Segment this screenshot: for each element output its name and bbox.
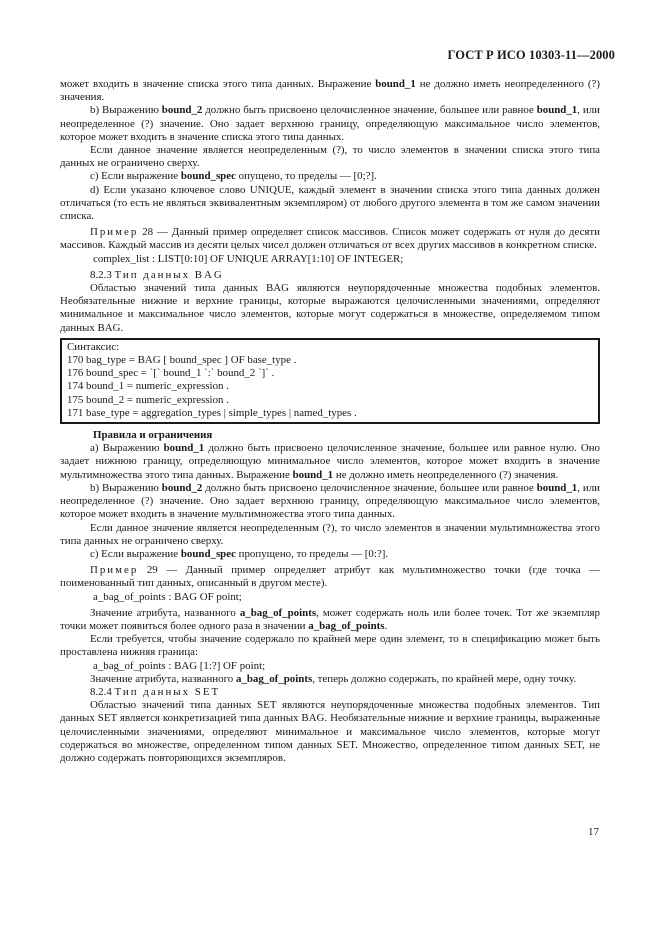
syntax-line: 175 bound_2 = numeric_expression . [67,393,229,406]
syntax-line: 174 bound_1 = numeric_expression . [67,380,229,393]
paragraph-set-definition: Областью значений типа данных SET являются неупорядоченные множества подобных элементов. Тип данных SET является конкретизацией типа данных BAG. Необязательные нижние и верхние границы, выраженные целочисленными значениями, определяют минимальное и максимальное число элементов, которые могут содержаться во множестве, определенном типом данных SET. Множество, определенное типом данных SET, не должно содержать повторяющихся экземпляров. [60,699,600,764]
rule-c-bound-spec: c) Если выражение bound_spec пропущено, то пределы — [0:?]. [90,547,389,560]
syntax-box [60,338,600,424]
syntax-title: Синтаксис: [67,340,120,353]
paragraph-bag-at-least-one: Значение атрибута, названного a_bag_of_points, теперь должно содержать, по крайней мере, одну точку. [90,672,577,685]
paragraph-bag-value: Значение атрибута, названного a_bag_of_points, может содержать ноль или более точек. Тот же экземпляр точки может появиться более одного раза в значении a_bag_of_points. [60,606,600,632]
code-bag-of-points: a_bag_of_points : BAG OF point; [93,590,242,603]
paragraph-list-bound-spec: c) Если выражение bound_spec опущено, то пределы — [0;?]. [90,170,377,183]
section-heading-bag: 8.2.3 Тип данных BAG [90,268,224,281]
syntax-line: 170 bag_type = BAG [ bound_spec ] OF base_type . [67,354,297,367]
syntax-line: 171 base_type = aggregation_types | simple_types | named_types . [67,406,357,419]
paragraph-lower-bound: Если требуется, чтобы значение содержало по крайней мере один элемент, то в спецификацию может быть проставлена нижняя граница: [60,633,600,659]
paragraph-list-bound2: b) Выражению bound_2 должно быть присвоено целочисленное значение, большее или равное bound_1, или неопределенное (?) значение. Оно задает верхнюю границу, определяющую максимальное число элементов, которое может входить в значение списка этого типа данных. [60,104,600,143]
paragraph-list-bound1-note: может входить в значение списка этого типа данных. Выражение bound_1 не должно иметь неопределенного (?) значения. [60,78,600,104]
rules-heading: Правила и ограничения [93,429,213,442]
code-bag-of-points-bounded: a_bag_of_points : BAG [1:?] OF point; [93,659,266,672]
document-header: ГОСТ Р ИСО 10303-11—2000 [447,48,615,62]
section-heading-set: 8.2.4 Тип данных SET [90,685,221,698]
code-complex-list: complex_list : LIST[0:10] OF UNIQUE ARRAY[1:10] OF INTEGER; [93,252,404,265]
rule-a-bound1: a) Выражению bound_1 должно быть присвоено целочисленное значение, большее или равное нулю. Оно задает нижнюю границу, определяющую минимальное число элементов, которое может входить в значение мультимножества этого типа данных. Выражение bound_1 не должно иметь неопределенного (?) значения. [60,442,600,481]
rule-b-unbounded: Если данное значение является неопределенным (?), то число элементов в значении мультимножества этого типа данных не ограничено сверху. [60,521,600,547]
syntax-line: 176 bound_spec = `[` bound_1 `:` bound_2 `]` . [67,367,275,380]
example-29: Пример 29 — Данный пример определяет атрибут как мультимножество точки (где точка — поименованный тип данных, описанный в другом месте). [60,564,600,590]
rule-b-bound2: b) Выражению bound_2 должно быть присвоено целочисленное значение, большее или равное bound_1, или неопределенное (?) значение. Оно задает верхнюю границу, определяющую максимальное число элементов, которое может входить в значение мультимножества этого типа данных. [60,481,600,521]
paragraph-bag-definition: Областью значений типа данных BAG являются неупорядоченные множества подобных элементов. Необязательные нижние и верхние границы, которые выражаются целочисленными значениями, определяют минимальное и максимальное число элементов, которые могут содержаться в множестве, определяемом типом данных BAG. [60,282,600,334]
page-body [60,78,600,765]
paragraph-list-unbounded: Если данное значение является неопределенным (?), то число элементов в значении списка этого типа данных не ограничено сверху. [60,144,600,170]
example-28: Пример 28 — Данный пример определяет список массивов. Список может содержать от нуля до десяти массивов. Каждый массив из десяти целых чисел должен отличаться от всех других массивов в конкретном списке. [60,226,600,252]
paragraph-list-unique: d) Если указано ключевое слово UNIQUE, каждый элемент в значении списка этого типа данных должен отличаться (то есть не являться эквивалентным экземпляром) от любого другого элемента в том же самом значении списка. [60,183,600,223]
page-number: 17 [588,826,599,838]
